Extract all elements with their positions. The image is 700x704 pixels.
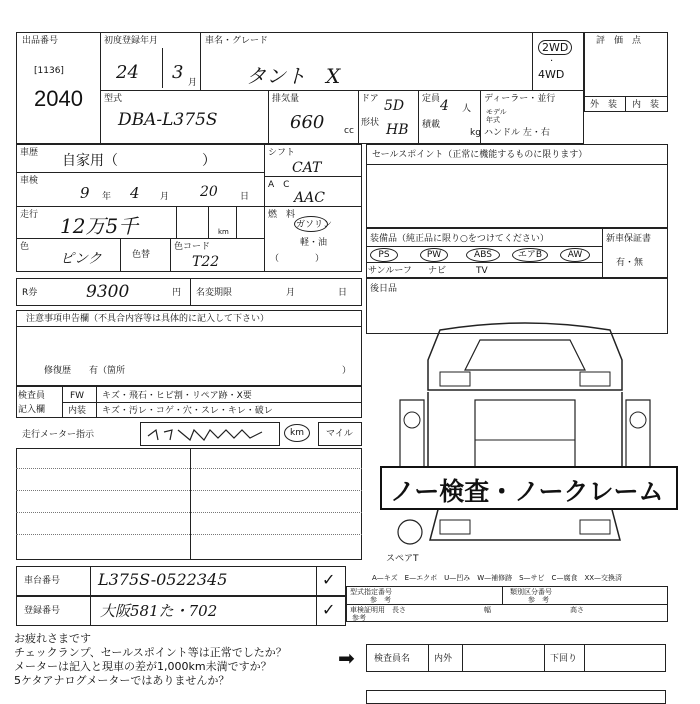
equip-navi: ナビ	[428, 266, 447, 276]
chassis-value: L375S-0522345	[98, 570, 228, 589]
meter-scribble	[146, 424, 272, 444]
handle-label: ハンドル 左・右	[484, 128, 550, 138]
meter-mile: マイル	[326, 429, 353, 439]
new-cert-value: 有・無	[616, 258, 644, 268]
equipment-label: 装備品（純正品に限り○をつけてください）	[370, 234, 549, 244]
footer-line-3: メーターは記入と現車の差が1,000km未満ですか？	[14, 660, 272, 673]
recycle-row	[16, 278, 362, 306]
name-value: タント X	[246, 64, 341, 88]
color-code-value: T22	[192, 254, 220, 270]
reg-year: 24	[116, 62, 139, 83]
reg-label: 初度登録年月	[104, 36, 159, 46]
cert-label: 車検証明用	[350, 606, 385, 614]
shape-label: 形状	[361, 118, 380, 128]
inspector-box	[366, 644, 666, 672]
meter-label: 走行メーター指示	[22, 430, 95, 440]
insp-year-unit: 年	[102, 192, 112, 202]
damage-legend: A—キズ E—エクボ U—凹み W—補修跡 S—サビ C—腐食 XX—交換済	[372, 574, 623, 582]
mileage-value: 12万5千	[60, 214, 139, 238]
fw-label: FW	[70, 391, 85, 401]
door-value: 5D	[384, 98, 405, 114]
recycle-value: 9300	[86, 282, 130, 302]
chassis-label: 車台番号	[24, 576, 61, 586]
color-value: ピンク	[60, 251, 102, 267]
insp-month-unit: 月	[160, 192, 170, 202]
bottom-box	[366, 690, 666, 704]
spec-ref: 参 考	[370, 596, 391, 604]
color-code-label: 色コード	[174, 242, 211, 252]
repair-close: ）	[342, 366, 352, 376]
class-label: 類別区分番号	[510, 588, 552, 596]
mileage-label: 走行	[20, 210, 39, 220]
name-change-month: 月	[286, 288, 296, 298]
in-items: キズ・汚レ・コゲ・穴・スレ・キレ・破レ	[102, 406, 273, 416]
footer-line-1: お疲れさまです	[14, 632, 91, 645]
notes-label: 注意事項申告欄（不具合内容等は具体的に記入して下さい）	[26, 314, 270, 324]
footer-line-2: チェックランプ、セールスポイント等は正常でしたか？	[14, 646, 287, 659]
check-label-2: 記入欄	[18, 405, 46, 415]
arrow-icon: ➡	[338, 646, 355, 670]
drive-2wd: 2WD	[538, 40, 572, 55]
new-cert-label: 新車保証書	[606, 234, 652, 244]
footer-line-4: 5ケタアナログメーターではありませんか？	[14, 674, 230, 687]
shift-value: CAT	[292, 160, 322, 176]
dealer-label: ディーラー・並行	[484, 94, 556, 104]
lot-sub: [1136]	[34, 66, 64, 76]
score-label: 評 価 点	[596, 36, 642, 46]
ac-label: A C	[268, 180, 290, 190]
mileage-unit: km	[218, 228, 229, 236]
ac-value: AAC	[294, 190, 325, 206]
blank-grid	[16, 448, 362, 560]
inout-label: 内外	[434, 654, 453, 664]
disp-value: 660	[290, 112, 325, 133]
recycle-unit: 円	[172, 288, 182, 298]
interior-label: 内 装	[632, 100, 660, 110]
model-year-label: モデル 年式	[486, 108, 507, 124]
fw-items: キズ・飛石・ヒビ割・リペア跡・X要	[102, 391, 252, 401]
reg-month: 3	[172, 62, 184, 83]
plate-value: 大阪581た・702	[100, 602, 218, 620]
equip-pw: PW	[420, 248, 448, 262]
plate-label: 登録番号	[24, 606, 61, 616]
class-ref: 参 考	[528, 596, 549, 604]
recycle-label: R券	[22, 288, 38, 298]
repair-label: 修復歴 有（箇所	[44, 366, 126, 376]
disp-label: 排気量	[272, 94, 300, 104]
capacity-unit: 人	[462, 104, 472, 114]
undercheck-label: 下回り	[550, 654, 578, 664]
equip-airbag: エアB	[512, 248, 548, 262]
inspector-label: 検査員名	[374, 654, 411, 664]
length-label: 長さ	[392, 606, 406, 614]
equip-aw: AW	[560, 248, 590, 262]
no-inspection-text: ノー検査・ノークレーム	[390, 477, 664, 506]
car-diagram	[380, 320, 670, 570]
name-change-label: 名変期限	[196, 288, 233, 298]
type-label: 型式	[104, 94, 123, 104]
history-value: 自家用（ ）	[62, 153, 216, 169]
equip-sunroof: サンルーフ	[368, 266, 412, 276]
insp-month: 4	[130, 184, 140, 202]
fuel-label: 燃 料	[268, 210, 296, 220]
reg-month-unit: 月	[188, 78, 198, 88]
sales-point-label: セールスポイント（正常に機能するものに限ります）	[372, 150, 588, 160]
name-change-day: 日	[338, 288, 348, 298]
capacity-value: 4	[440, 98, 449, 114]
exterior-label: 外 装	[590, 100, 618, 110]
color-change-label: 色替	[132, 250, 151, 260]
insp-day: 20	[200, 184, 218, 200]
shape-value: HB	[386, 122, 409, 138]
meter-km: km	[284, 424, 310, 442]
lot-label: 出品番号	[22, 36, 59, 46]
insp-day-unit: 日	[240, 192, 250, 202]
insp-year: 9	[80, 184, 90, 202]
disp-unit: cc	[344, 126, 354, 136]
door-label: ドア	[361, 94, 379, 104]
chassis-check: ✓	[322, 570, 336, 589]
height-label: 高さ	[570, 606, 584, 614]
in-label: 内装	[68, 406, 87, 416]
plate-check: ✓	[322, 600, 336, 619]
fuel-paren: （ ）	[270, 254, 325, 264]
capacity-label: 定員	[422, 94, 441, 104]
type-value: DBA-L375S	[118, 110, 218, 130]
spare-label: スペアT	[386, 554, 419, 564]
load-label: 積載	[422, 120, 441, 130]
name-label: 車名・グレード	[205, 36, 269, 46]
later-date-label: 後日品	[370, 284, 398, 294]
equip-ps: PS	[370, 248, 398, 262]
fuel-light: 軽・油	[300, 238, 328, 248]
check-label-1: 検査員	[18, 391, 46, 401]
history-label: 車歴	[20, 148, 39, 158]
inspection-label: 車検	[20, 176, 39, 186]
cert-ref: 参考	[352, 614, 366, 622]
fuel-gas: ガソリン	[296, 220, 333, 230]
load-unit: kg	[470, 128, 481, 138]
equip-tv: TV	[476, 266, 488, 276]
drive-4wd: 4WD	[538, 68, 565, 81]
width-label: 幅	[484, 606, 491, 614]
lot-number: 2040	[34, 86, 83, 111]
spec-label: 型式指定番号	[350, 588, 392, 596]
shift-label: シフト	[268, 148, 296, 158]
color-label: 色	[20, 242, 30, 252]
equip-abs: ABS	[466, 248, 500, 262]
